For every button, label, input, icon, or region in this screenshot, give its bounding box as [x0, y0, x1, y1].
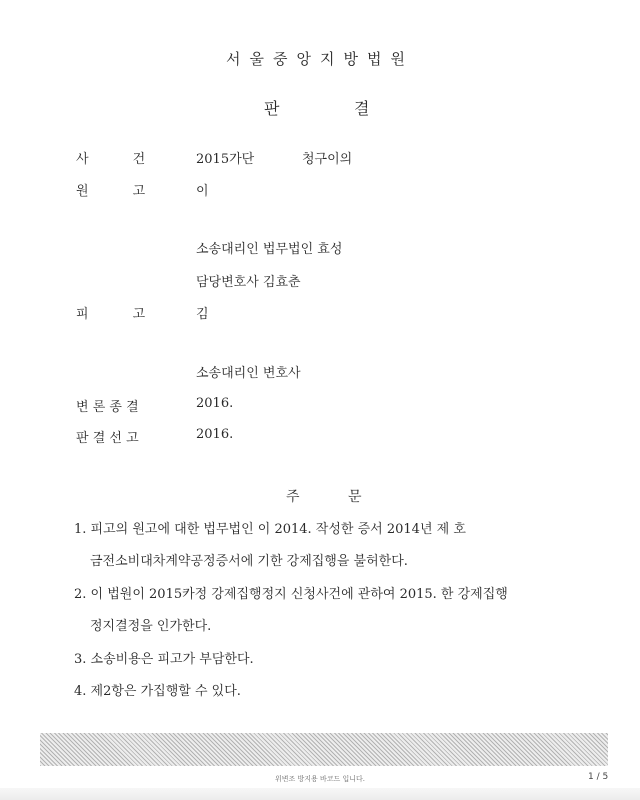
plaintiff-counsel-line2: 담당변호사 김효춘: [196, 275, 301, 290]
plaintiff-counsel-line1: 소송대리인 법무법인 효성: [196, 242, 343, 257]
judgment-date-value: 2016.: [196, 427, 234, 442]
plaintiff-name: 이: [196, 184, 209, 199]
hearing-closed-date: 2016.: [196, 396, 234, 411]
order-item-1-line-2: 금전소비대차계약공정증서에 기한 강제집행을 불허한다.: [90, 554, 408, 569]
document-title-right: 결: [354, 99, 370, 118]
order-item-3: 3. 소송비용은 피고가 부담한다.: [74, 652, 254, 667]
judgment-date-label: 판 결 선 고: [76, 431, 139, 446]
anti-forgery-barcode: [40, 733, 608, 766]
defendant-name: 김: [196, 307, 209, 322]
defendant-label-a: 피: [76, 307, 89, 322]
order-item-4: 4. 제2항은 가집행할 수 있다.: [74, 684, 241, 699]
order-item-2-line-2: 정지결정을 인가한다.: [90, 619, 212, 634]
document-title-left: 판: [264, 99, 280, 118]
defendant-label: [76, 303, 145, 322]
order-item-2-line-1: 2. 이 법원이 2015카정 강제집행정지 신청사건에 관하여 2015. 한 강제집행: [74, 587, 508, 602]
order-item-1-line-1: 1. 피고의 원고에 대한 법무법인 이 2014. 작성한 증서 2014년 제 호: [74, 522, 466, 537]
case-label: [76, 148, 145, 167]
barcode-note: 위변조 방지용 바코드 입니다.: [274, 775, 366, 783]
disposition-heading-right: 문: [348, 489, 362, 505]
hearing-closed-label: 변 론 종 결: [76, 400, 139, 415]
case-label-b: 건: [132, 152, 146, 167]
defendant-label-b: 고: [132, 307, 146, 322]
bottom-edge: [0, 788, 640, 800]
case-label-a: 사: [76, 152, 89, 167]
disposition-heading-left: 주: [286, 489, 300, 505]
defendant-counsel-line1: 소송대리인 변호사: [196, 366, 301, 381]
page-number: 1 / 5: [588, 772, 609, 782]
plaintiff-label-a: 원: [76, 184, 89, 199]
case-name: 청구이의: [302, 152, 353, 167]
court-name: 서울중앙지방법원: [226, 50, 414, 68]
plaintiff-label-b: 고: [132, 184, 146, 199]
plaintiff-label: [76, 180, 145, 199]
case-number: 2015가단: [196, 152, 255, 167]
